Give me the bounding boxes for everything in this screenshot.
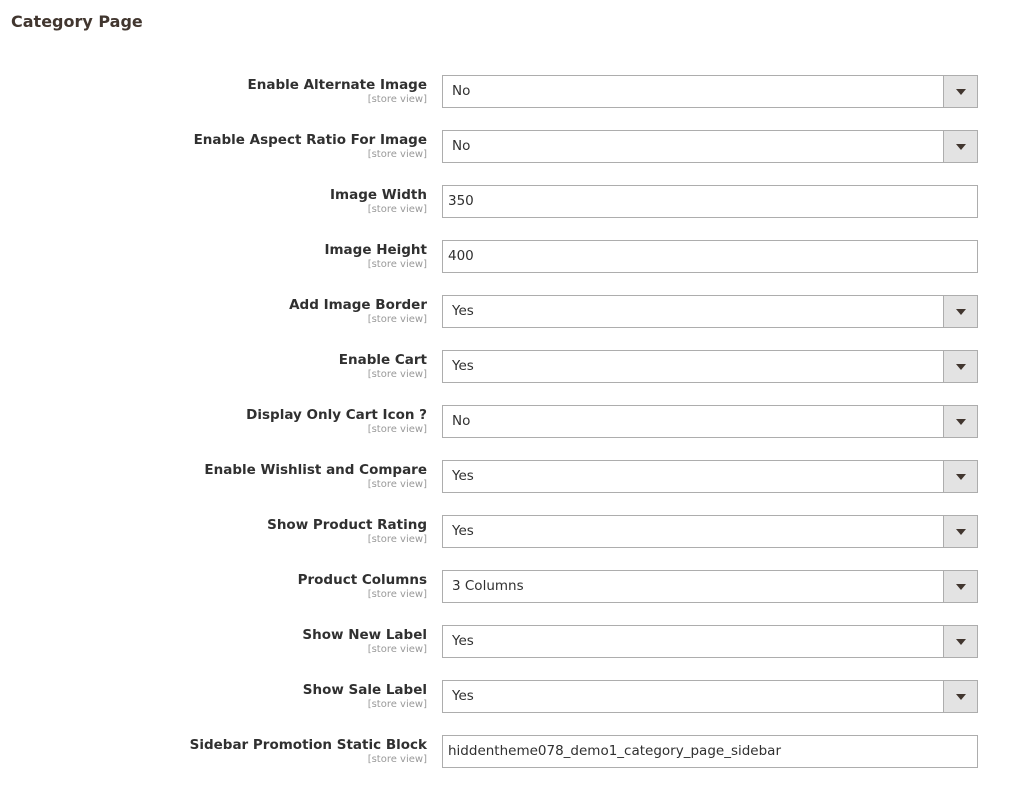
section-title: Category Page (11, 12, 143, 31)
product-columns-select[interactable] (442, 570, 978, 603)
field-row-enable-aspect-ratio-for-image (0, 130, 1019, 163)
field-label-text: Enable Alternate Image (247, 77, 427, 93)
field-row-product-columns (0, 570, 1019, 603)
field-label (303, 681, 427, 711)
image-width-input[interactable] (442, 185, 978, 218)
field-value: No (452, 413, 471, 429)
field-scope: [store view] (367, 699, 427, 710)
field-row-enable-wishlist-and-compare (0, 460, 1019, 493)
field-value: No (452, 83, 471, 99)
field-label-text: Sidebar Promotion Static Block (189, 737, 427, 753)
field-label-text: Enable Wishlist and Compare (204, 462, 427, 478)
field-label (190, 736, 427, 766)
dropdown-button[interactable] (943, 76, 977, 107)
field-value: Yes (452, 358, 474, 374)
field-label (302, 626, 427, 656)
sidebar-promotion-static-block-input[interactable] (442, 735, 978, 768)
dropdown-button[interactable] (943, 626, 977, 657)
enable-alternate-image-select[interactable] (442, 75, 978, 108)
chevron-down-icon (956, 529, 966, 535)
chevron-down-icon (956, 474, 966, 480)
field-row-sidebar-promotion-static-block (0, 735, 1019, 768)
field-scope: [store view] (367, 94, 427, 105)
field-scope: [store view] (367, 754, 427, 765)
dropdown-button[interactable] (943, 406, 977, 437)
field-row-add-image-border (0, 295, 1019, 328)
field-scope: [store view] (367, 479, 427, 490)
field-scope: [store view] (367, 314, 427, 325)
field-label-text: Enable Aspect Ratio For Image (193, 132, 427, 148)
field-value: Yes (452, 633, 474, 649)
field-scope: [store view] (367, 424, 427, 435)
dropdown-button[interactable] (943, 461, 977, 492)
image-height-input[interactable] (442, 240, 978, 273)
field-label-text: Image Height (324, 242, 427, 258)
field-row-image-height (0, 240, 1019, 273)
field-scope: [store view] (367, 149, 427, 160)
field-label-text: Image Width (330, 187, 427, 203)
field-label (339, 351, 427, 381)
chevron-down-icon (956, 144, 966, 150)
field-label-text: Enable Cart (338, 352, 427, 368)
field-row-show-new-label (0, 625, 1019, 658)
chevron-down-icon (956, 309, 966, 315)
dropdown-button[interactable] (943, 571, 977, 602)
field-scope: [store view] (367, 204, 427, 215)
enable-aspect-ratio-for-image-select[interactable] (442, 130, 978, 163)
dropdown-button[interactable] (943, 296, 977, 327)
field-scope: [store view] (367, 369, 427, 380)
dropdown-button[interactable] (943, 516, 977, 547)
chevron-down-icon (956, 89, 966, 95)
field-row-image-width (0, 185, 1019, 218)
field-label (330, 186, 427, 216)
chevron-down-icon (956, 364, 966, 370)
field-label (194, 131, 427, 161)
show-sale-label-select[interactable] (442, 680, 978, 713)
add-image-border-select[interactable] (442, 295, 978, 328)
chevron-down-icon (956, 419, 966, 425)
field-row-enable-cart (0, 350, 1019, 383)
field-label (298, 571, 427, 601)
field-scope: [store view] (367, 259, 427, 270)
field-value: No (452, 138, 471, 154)
field-value: Yes (452, 303, 474, 319)
field-scope: [store view] (367, 644, 427, 655)
chevron-down-icon (956, 584, 966, 590)
show-new-label-select[interactable] (442, 625, 978, 658)
chevron-down-icon (956, 639, 966, 645)
field-value: 400 (448, 248, 474, 264)
field-label-text: Show New Label (302, 627, 427, 643)
field-label-text: Show Product Rating (267, 517, 427, 533)
field-row-enable-alternate-image (0, 75, 1019, 108)
field-value: 3 Columns (452, 578, 524, 594)
display-only-cart-icon-select[interactable] (442, 405, 978, 438)
field-value: 350 (448, 193, 474, 209)
field-label (204, 461, 427, 491)
dropdown-button[interactable] (943, 681, 977, 712)
dropdown-button[interactable] (943, 131, 977, 162)
enable-cart-select[interactable] (442, 350, 978, 383)
dropdown-button[interactable] (943, 351, 977, 382)
field-row-show-sale-label (0, 680, 1019, 713)
field-label-text: Display Only Cart Icon ? (246, 407, 427, 423)
field-label (248, 76, 427, 106)
field-scope: [store view] (367, 589, 427, 600)
field-value: hiddentheme078_demo1_category_page_sidebar (448, 743, 781, 759)
field-row-display-only-cart-icon (0, 405, 1019, 438)
field-label-text: Add Image Border (289, 297, 427, 313)
field-value: Yes (452, 688, 474, 704)
field-label-text: Product Columns (297, 572, 427, 588)
field-label (246, 406, 427, 436)
field-scope: [store view] (367, 534, 427, 545)
field-value: Yes (452, 468, 474, 484)
field-label-text: Show Sale Label (302, 682, 427, 698)
field-value: Yes (452, 523, 474, 539)
field-label (289, 296, 427, 326)
chevron-down-icon (956, 694, 966, 700)
field-row-show-product-rating (0, 515, 1019, 548)
field-label (267, 516, 427, 546)
field-label (324, 241, 427, 271)
show-product-rating-select[interactable] (442, 515, 978, 548)
enable-wishlist-and-compare-select[interactable] (442, 460, 978, 493)
